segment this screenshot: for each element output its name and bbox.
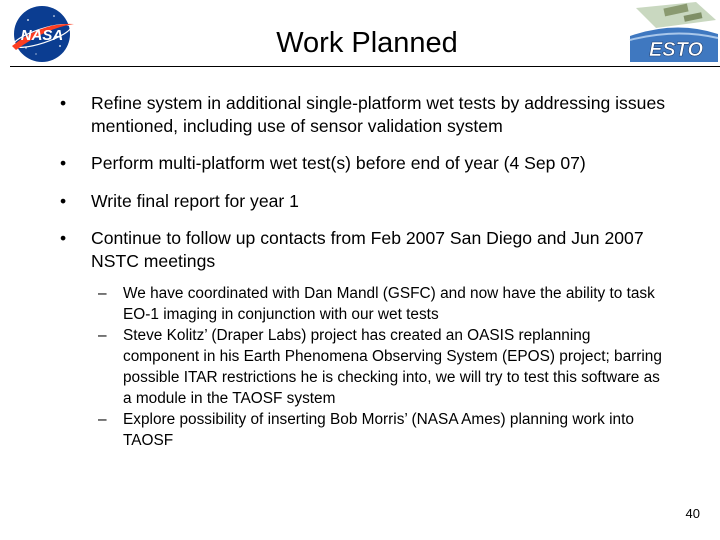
- bullet-mark: •: [60, 190, 67, 211]
- sub-bullet-mark: –: [98, 411, 107, 428]
- bullet-text: Refine system in additional single-platform wet tests by addressing issues mentioned, including use of sensor validation system: [91, 93, 666, 136]
- bullet-item: [60, 190, 670, 213]
- sub-bullet-text: Explore possibility of inserting Bob Morris’ (NASA Ames) planning work into TAOSF: [123, 411, 634, 449]
- bullet-item: [60, 92, 670, 137]
- sub-bullet-text: We have coordinated with Dan Mandl (GSFC) and now have the ability to task EO-1 imaging in conjunction with our wet tests: [123, 285, 655, 323]
- sub-bullet-mark: –: [98, 327, 107, 344]
- bullet-text: Write final report for year 1: [91, 190, 299, 211]
- slide-content: [60, 92, 670, 466]
- sub-bullet-text: Steve Kolitz’ (Draper Labs) project has created an OASIS replanning component in his Earth Phenomena Observing System (EPOS) project; barring possible ITAR restrictions he is checking into, we will try to test this software as a module in the TAOSF system: [123, 327, 662, 407]
- page-number: 40: [685, 506, 700, 521]
- bullet-mark: •: [60, 228, 67, 248]
- bullet-mark: •: [60, 93, 67, 113]
- sub-bullet-item: [60, 409, 670, 451]
- svg-text:NASA: NASA: [20, 27, 64, 44]
- bullet-item: [60, 227, 670, 451]
- svg-text:ESTO: ESTO: [648, 39, 704, 61]
- bullet-text: Perform multi-platform wet test(s) before end of year (4 Sep 07): [91, 153, 586, 173]
- sub-bullet-mark: –: [98, 285, 107, 302]
- title-divider: [10, 66, 720, 67]
- sub-bullet-item: [60, 325, 670, 409]
- bullet-text: Continue to follow up contacts from Feb 2007 San Diego and Jun 2007 NSTC meetings: [91, 228, 644, 271]
- sub-bullet-item: [60, 283, 670, 325]
- sub-bullet-list: [91, 283, 670, 451]
- bullet-item: [60, 152, 670, 175]
- bullet-mark: •: [60, 153, 67, 173]
- slide-title: Work Planned: [276, 27, 458, 59]
